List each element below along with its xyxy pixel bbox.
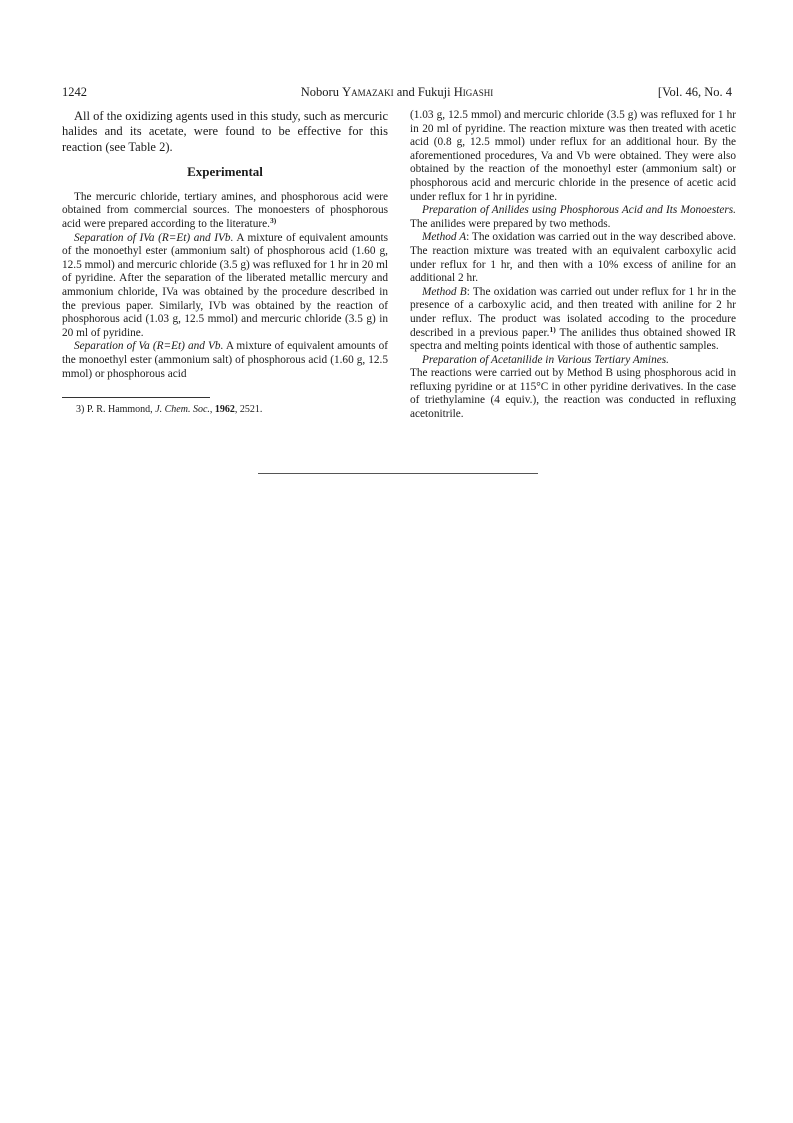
materials-paragraph: The mercuric chloride, tertiary amines, and phosphorous acid were obtained from commercial sources. The monoesters of phosphorous acid were prepared according to the literature.$^{3)}$ — [62, 190, 388, 230]
footnote-divider — [62, 397, 210, 398]
reference-mark: 3) — [269, 216, 277, 225]
separation-va-vb-paragraph: Separation of Va (R=Et) and Vb. A mixture of equivalent amounts of the monoethyl ester (ammonium salt) of phosphorous acid (1.60 g, 12.5 mmol) or phosphorous acid — [62, 340, 388, 380]
paragraph-heading: Separation of Va (R=Et) and Vb. — [74, 340, 224, 353]
paragraph-heading: Preparation of Anilides using Phosphorous Acid and Its Monoesters. — [422, 204, 736, 217]
separation-va-vb-continued: (1.03 g, 12.5 mmol) and mercuric chloride (3.5 g) was refluxed for 1 hr in 20 ml of pyridine. The reaction mixture was then treated with acetic acid (0.8 g, 12.5 mmol) under reflux for an additional hour. By the aforementioned procedures, Va and Vb were obtained. They were also obtained by the reaction of the monoethyl ester (ammonium salt) or phosphorous acid and mercuric chloride in the presence of acetic acid under reflux for 1 hr in pyridine. — [410, 109, 736, 203]
page-number: 1242 — [62, 85, 87, 99]
paragraph-heading: Method B — [422, 285, 467, 298]
method-a-paragraph: Method A: The oxidation was carried out in the way described above. The reaction mixture was treated with an equivalent carboxylic acid under reflux for 1 hr, and then with a 10% excess of aniline for an additional 2 hr. — [410, 231, 736, 285]
left-column — [62, 109, 388, 416]
intro-paragraph: All of the oxidizing agents used in this study, such as mercuric halides and its acetate, were found to be effective for this reaction (see Table 2). — [62, 109, 388, 154]
running-head-authors: Noboru Yamazaki and Fukuji Higashi — [300, 85, 494, 99]
acetanilide-heading — [410, 354, 736, 368]
section-title-experimental: Experimental — [187, 164, 263, 180]
acetanilide-paragraph: The reactions were carried out by Method B using phosphorous acid in refluxing pyridine or at 115°C in other pyridine derivatives. In the case of triethylamine (4 equiv.), the reaction was conducted in refluxing acetonitrile. — [410, 367, 736, 421]
right-column — [410, 109, 736, 422]
anilides-preparation-paragraph: Preparation of Anilides using Phosphorous Acid and Its Monoesters. The anilides were prepared by two methods. — [410, 204, 736, 230]
paragraph-heading: Separation of IVa (R=Et) and IVb. — [74, 231, 234, 244]
paragraph-heading: Method A — [422, 231, 467, 244]
article-end-rule — [258, 473, 538, 474]
method-b-paragraph: Method B: The oxidation was carried out under reflux for 1 hr in the presence of a carboxylic acid, and then treated with aniline for 2 hr under reflux. The product was isolated accoding to the procedure described in a previous paper.$^{1)}$ The anilides thus obtained showed IR spectra and melting points identical with those of authentic samples. — [410, 285, 736, 353]
running-header — [62, 84, 732, 100]
footnote-3: 3) P. R. Hammond, J. Chem. Soc., 1962, 2521. — [76, 404, 263, 416]
paragraph-heading: Preparation of Acetanilide in Various Tertiary Amines. — [422, 353, 669, 366]
reference-mark: 1) — [549, 324, 556, 334]
separation-iva-ivb-paragraph: Separation of IVa (R=Et) and IVb. A mixture of equivalent amounts of the monoethyl ester (ammonium salt) of phosphorous acid (1.60 g, 12.5 mmol) and mercuric chloride (3.5 g) was refluxed for 1 hr in 20 ml of pyridine. After the separation of the liberated metallic mercury and ammonium chloride, IVa was obtained by the procedure described in the previous paper. Similarly, IVb was obtained by the reaction of phosphorous acid (1.03 g, 12.5 mmol) and mercuric chloride (3.5 g) in 20 ml of pyridine. — [62, 231, 388, 339]
volume-issue: [Vol. 46, No. 4 — [657, 85, 732, 99]
